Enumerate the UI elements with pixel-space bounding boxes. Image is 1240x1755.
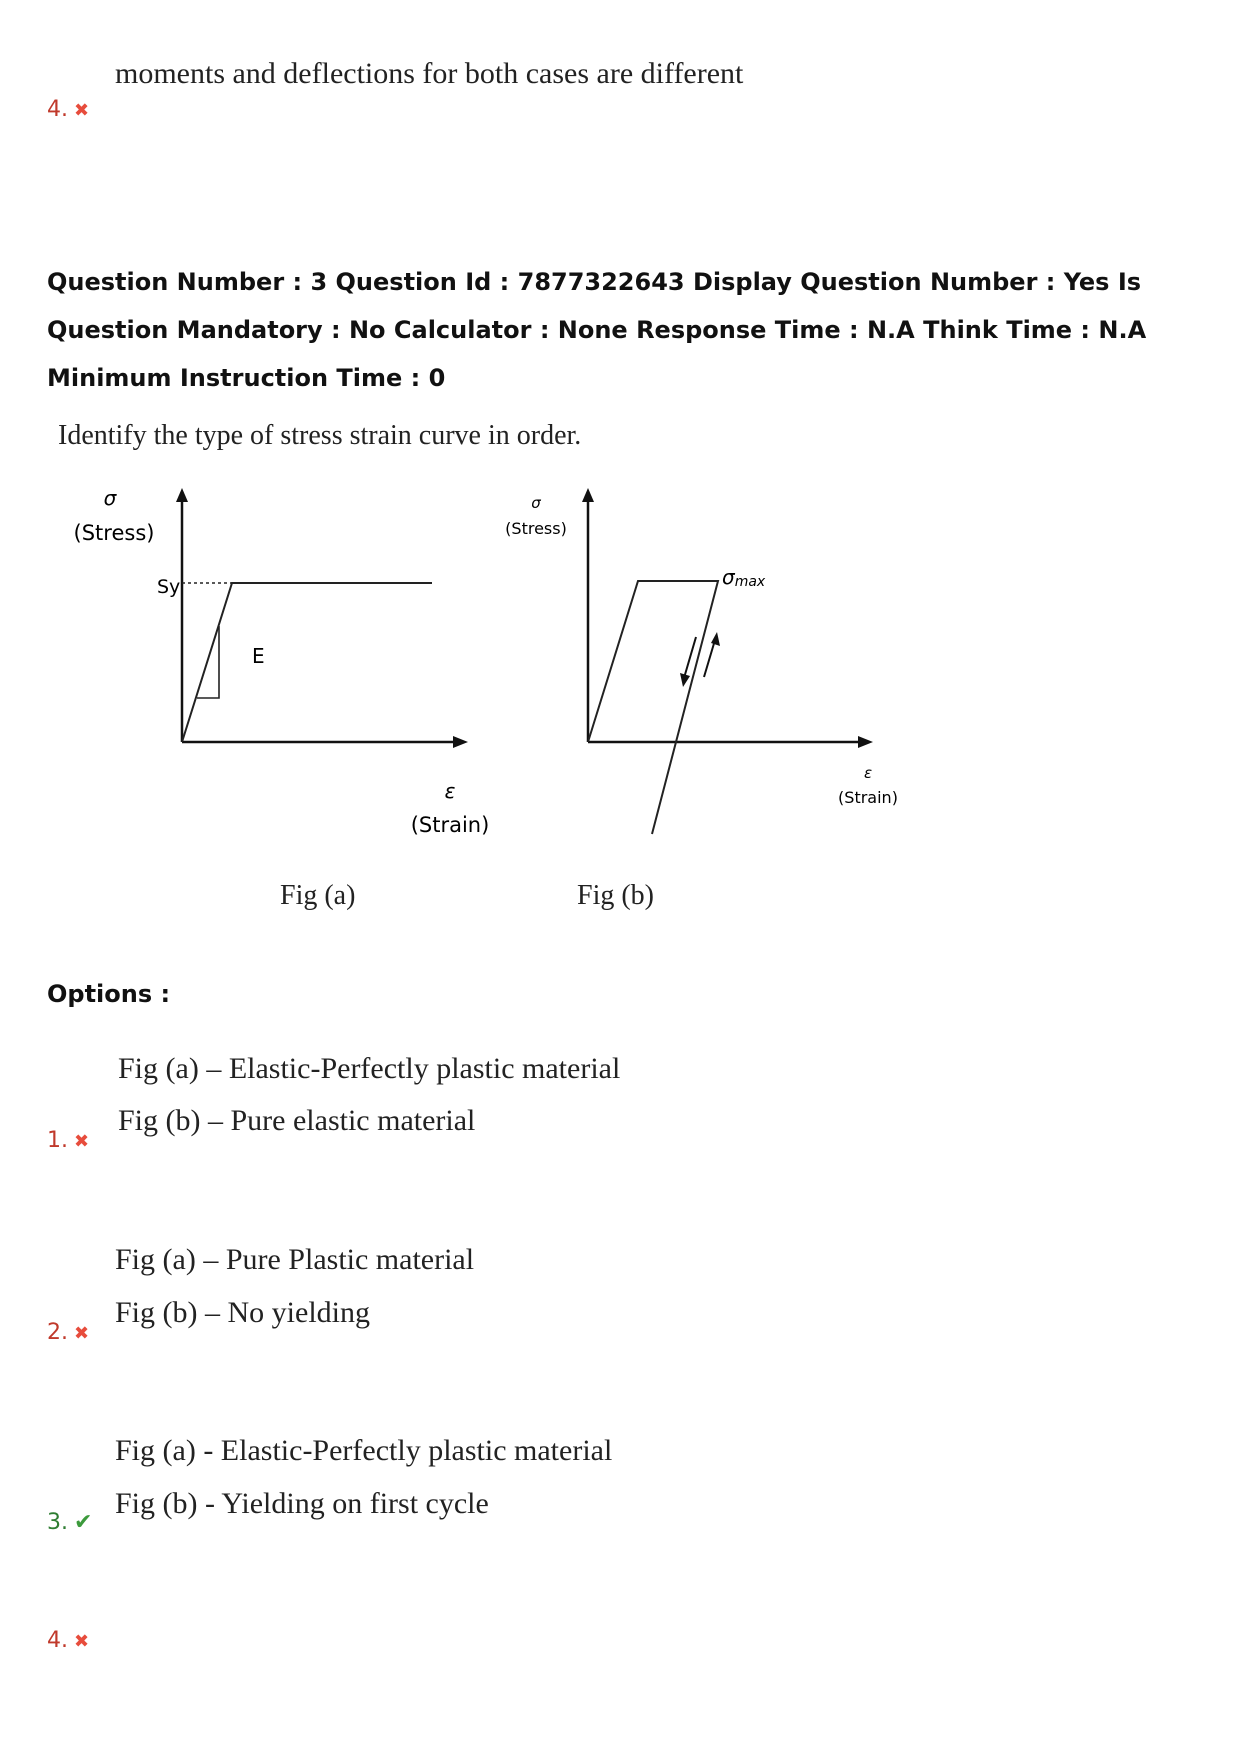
option-1-line-2: Fig (b) – Pure elastic material [118, 1104, 476, 1137]
check-icon: ✔ [74, 1510, 93, 1535]
fig-a-sigma: σ [103, 486, 117, 510]
fig-b-caption: Fig (b) [577, 880, 654, 911]
option-2-line-1: Fig (a) – Pure Plastic material [115, 1243, 475, 1276]
options-label: Options : [47, 980, 171, 1008]
prev-option-4-number: 4. ✖ [47, 97, 90, 122]
option-2-number[interactable]: 2. ✖ [47, 1320, 90, 1345]
fig-b-strain-label: (Strain) [838, 788, 898, 807]
fig-a-strain-label: (Strain) [410, 813, 490, 837]
option-3-line-1: Fig (a) - Elastic-Perfectly plastic material [115, 1434, 613, 1467]
prev-option-4-text: moments and deflections for both cases are different [115, 57, 744, 90]
fig-b-max-sub: max [734, 574, 766, 590]
figure-a [60, 480, 500, 840]
option-2-line-2: Fig (b) – No yielding [115, 1296, 370, 1329]
wrong-icon: ✖ [74, 1631, 90, 1652]
fig-b-sigma: σ [531, 494, 541, 512]
option-1-line-1: Fig (a) – Elastic-Perfectly plastic material [118, 1052, 621, 1085]
option-4-number[interactable]: 4. ✖ [47, 1628, 90, 1653]
wrong-icon: ✖ [74, 1131, 90, 1152]
wrong-icon: ✖ [74, 1323, 90, 1344]
fig-a-e-label: E [252, 644, 265, 668]
fig-a-stress-label: (Stress) [73, 521, 155, 545]
fig-b-stress-label: (Stress) [505, 519, 567, 538]
fig-a-caption: Fig (a) [280, 880, 356, 911]
option-3-number[interactable]: 3. ✔ [47, 1510, 93, 1535]
wrong-icon: ✖ [74, 100, 90, 121]
svg-text:σmax [722, 565, 766, 590]
question-text: Identify the type of stress strain curve in order. [58, 420, 582, 451]
fig-b-sigma-max: σ [722, 565, 735, 589]
fig-b-epsilon: ε [863, 764, 873, 782]
option-3-line-2: Fig (b) - Yielding on first cycle [115, 1487, 489, 1520]
question-meta: Question Number : 3 Question Id : 7877322643 Display Question Number : Yes Is Question Mandatory : No Calculator : None Response Time : N.A Think Time : N.A Minimum Instruction Time : 0 [47, 268, 1147, 392]
fig-a-sy-label: Sy [157, 576, 181, 598]
fig-a-epsilon: ε [444, 779, 456, 803]
figure-b [500, 480, 920, 850]
option-1-number[interactable]: 1. ✖ [47, 1128, 90, 1153]
